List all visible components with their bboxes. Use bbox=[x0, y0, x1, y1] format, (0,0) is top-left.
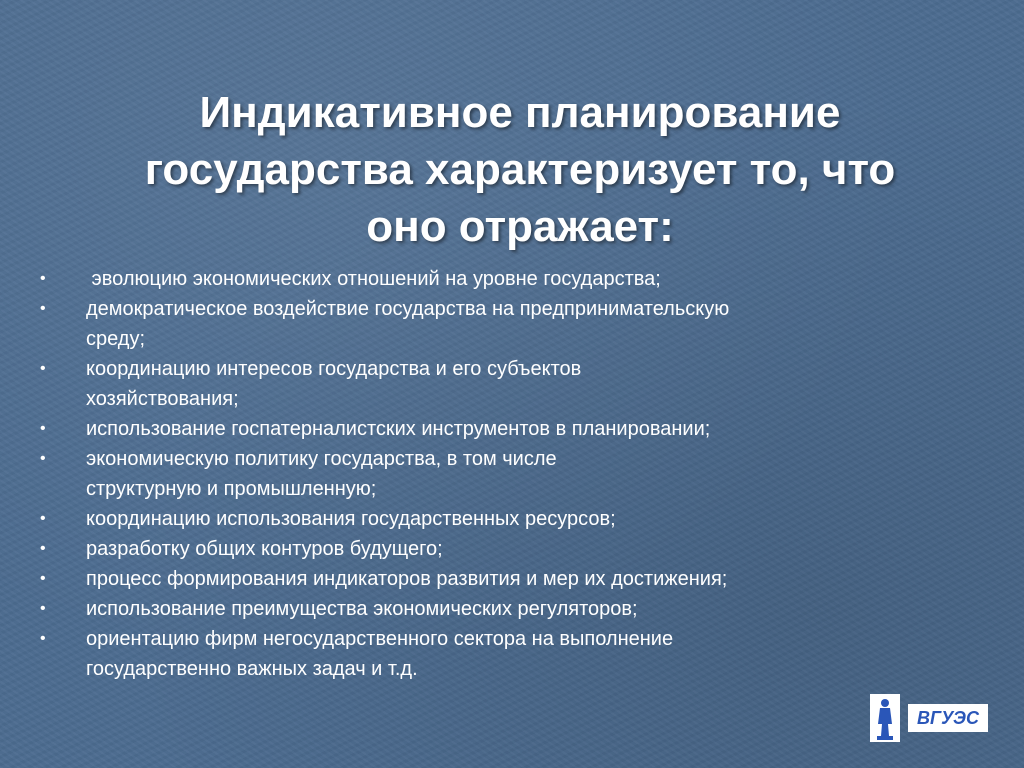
title-line: Индикативное планирование bbox=[199, 88, 841, 137]
statue-icon bbox=[870, 694, 900, 742]
list-item-text bbox=[0, 444, 916, 504]
list-item-line: эволюцию экономических отношений на уровне государства; bbox=[86, 268, 661, 290]
list-item-line: разработку общих контуров будущего; bbox=[86, 538, 443, 560]
list-item-line: хозяйствования; bbox=[86, 388, 239, 410]
bullet-icon: • bbox=[40, 600, 46, 617]
list-item-line: процесс формирования индикаторов развития и мер их достижения; bbox=[86, 568, 728, 590]
list-item-text bbox=[0, 594, 916, 624]
list-item bbox=[0, 534, 1024, 564]
slide-title bbox=[60, 84, 980, 255]
logo-text: ВГУЭС bbox=[908, 704, 988, 732]
list-item bbox=[0, 564, 1024, 594]
list-item bbox=[0, 294, 1024, 354]
bullet-icon: • bbox=[40, 270, 46, 287]
list-item-line: использование госпатерналистских инструментов в планировании; bbox=[86, 418, 711, 440]
list-item-line: координацию использования государственных ресурсов; bbox=[86, 508, 616, 530]
list-item-line: структурную и промышленную; bbox=[86, 478, 377, 500]
list-item-text bbox=[0, 414, 916, 444]
bullet-icon: • bbox=[40, 450, 46, 467]
list-item-text bbox=[0, 354, 916, 414]
list-item bbox=[0, 264, 1024, 294]
title-line: государства характеризует то, что bbox=[144, 145, 896, 194]
list-item bbox=[0, 624, 1024, 684]
bullet-icon: • bbox=[40, 510, 46, 527]
bullet-icon: • bbox=[40, 360, 46, 377]
list-item-text bbox=[0, 534, 916, 564]
list-item-line: использование преимущества экономических регуляторов; bbox=[86, 598, 638, 620]
bullet-icon: • bbox=[40, 540, 46, 557]
list-item bbox=[0, 594, 1024, 624]
list-item-text bbox=[0, 264, 916, 294]
list-item bbox=[0, 354, 1024, 414]
bullet-icon: • bbox=[40, 300, 46, 317]
list-item-line: демократическое воздействие государства на предпринимательскую bbox=[86, 298, 730, 320]
bullet-icon: • bbox=[40, 570, 46, 587]
bullet-list bbox=[0, 264, 1024, 684]
list-item bbox=[0, 504, 1024, 534]
university-logo bbox=[870, 694, 990, 742]
list-item bbox=[0, 444, 1024, 504]
list-item-line: экономическую политику государства, в том числе bbox=[86, 448, 557, 470]
list-item-line: координацию интересов государства и его субъектов bbox=[86, 358, 582, 380]
list-item-line: государственно важных задач и т.д. bbox=[86, 658, 418, 680]
list-item-text bbox=[0, 564, 916, 594]
title-line: оно отражает: bbox=[366, 202, 674, 251]
bullet-icon: • bbox=[40, 420, 46, 437]
list-item-text bbox=[0, 504, 916, 534]
list-item-text bbox=[0, 294, 916, 354]
bullet-icon: • bbox=[40, 630, 46, 647]
list-item-text bbox=[0, 624, 916, 684]
list-item bbox=[0, 414, 1024, 444]
list-item-line: ориентацию фирм негосударственного сектора на выполнение bbox=[86, 628, 674, 650]
list-item-line: среду; bbox=[86, 328, 146, 350]
